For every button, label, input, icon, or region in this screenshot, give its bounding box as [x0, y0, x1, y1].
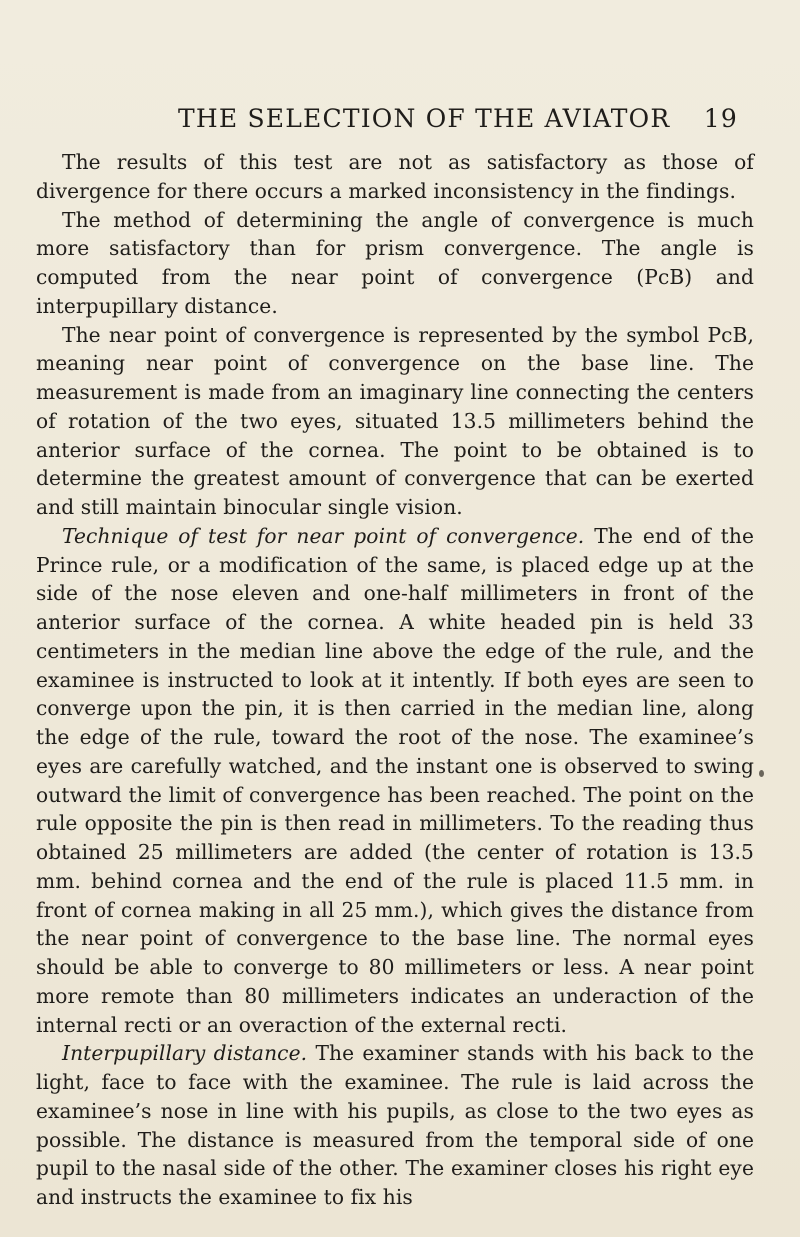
ink-speck	[759, 770, 764, 777]
paragraph-text: The results of this test are not as satisfactory as those of divergence for there occurs a marked inconsistency in the findings.	[36, 150, 754, 203]
paragraph	[36, 522, 754, 1040]
running-head	[178, 104, 738, 134]
paragraph	[36, 148, 754, 206]
paragraph-text: The examiner stands with his back to the light, face to face with the examinee. The rule is laid across the examinee’s nose in line with his pupils, as close to the two eyes as possible. The distance is measured from the temporal side of one pupil to the nasal side of the other. The examiner closes his right eye and instructs the examinee to fix his	[36, 1041, 754, 1209]
page-number: 19	[703, 104, 738, 133]
section-heading: Technique of test for near point of convergence.	[62, 523, 585, 548]
paragraph	[36, 206, 754, 321]
paragraph	[36, 1039, 754, 1212]
paragraph	[36, 321, 754, 522]
paragraph-text: The near point of convergence is represented by the symbol PcB, meaning near point of convergence on the base line. The measurement is made from an imaginary line connecting the centers of rotation of the two eyes, situated 13.5 millimeters behind the anterior surface of the cornea. The point to be obtained is to determine the greatest amount of convergence that can be exerted and still maintain binocular single vision.	[36, 322, 754, 519]
section-heading: Interpupillary distance.	[62, 1041, 308, 1066]
paragraph-text: The end of the Prince rule, or a modification of the same, is placed edge up at the side of the nose eleven and one-half millimeters in front of the anterior surface of the cornea. A white headed pin is held 33 centimeters in the median line above the edge of the rule, and the examinee is instructed to look at it intently. If both eyes are seen to converge upon the pin, it is then carried in the median line, along the edge of the rule, toward the root of the nose. The examinee’s eyes are carefully watched, and the instant one is observed to swing outward the limit of convergence has been reached. The point on the rule opposite the pin is then read in millimeters. To the reading thus obtained 25 millimeters are added (the center of rotation is 13.5 mm. behind cornea and the end of the rule is placed 11.5 mm. in front of cornea making in all 25 mm.), which gives the distance from the near point of convergence to the base line. The normal eyes should be able to converge to 80 millimeters or less. A near point more remote than 80 millimeters indicates an underaction of the internal recti or an overaction of the external recti.	[36, 523, 754, 1037]
running-title: THE SELECTION OF THE AVIATOR	[178, 104, 671, 133]
body-text	[36, 148, 754, 1212]
paragraph-text: The method of determining the angle of convergence is much more satisfactory than for prism convergence. The angle is computed from the near point of convergence (PcB) and interpupillary distance.	[36, 207, 754, 318]
